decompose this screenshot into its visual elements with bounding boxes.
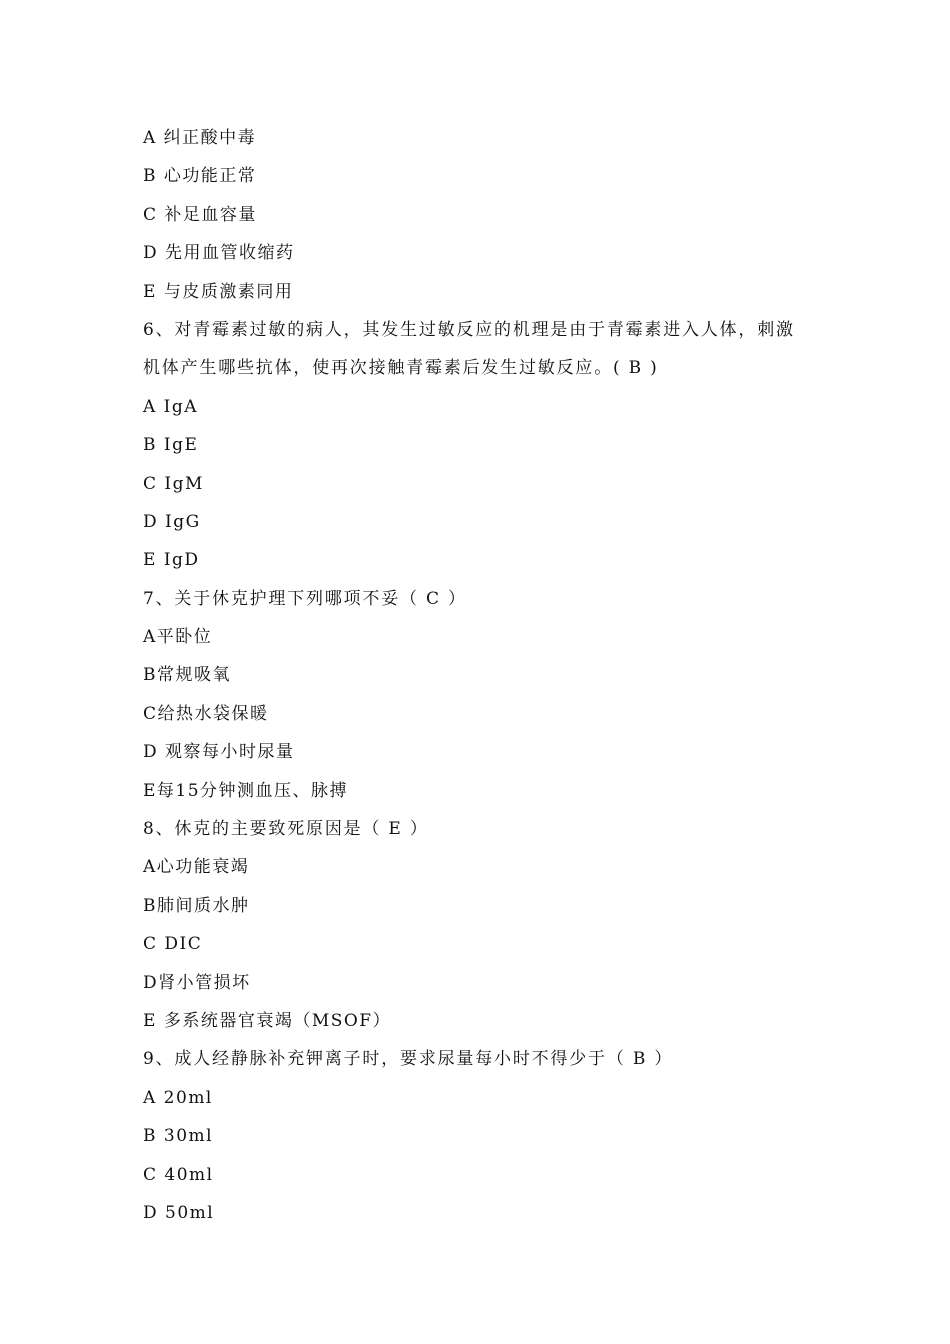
option-line: D 50ml — [143, 1202, 215, 1223]
question-6-line-2: 机体产生哪些抗体，使再次接触青霉素后发生过敏反应。( B ) — [143, 358, 659, 379]
option-line: B 30ml — [143, 1126, 214, 1147]
option-line: C 40ml — [143, 1164, 214, 1185]
option-line: A 20ml — [143, 1087, 213, 1108]
option-line: A心功能衰竭 — [143, 857, 250, 878]
option-line: A平卧位 — [143, 627, 213, 648]
option-line: C IgM — [143, 473, 204, 494]
option-line: D肾小管损坏 — [143, 972, 251, 993]
option-line: D 观察每小时尿量 — [143, 742, 295, 763]
question-6-line-1: 6、对青霉素过敏的病人，其发生过敏反应的机理是由于青霉素进入人体，刺激 — [143, 319, 795, 340]
option-line: B 心功能正常 — [143, 166, 257, 187]
question-8: 8、休克的主要致死原因是（ E ） — [143, 819, 429, 840]
option-line: D 先用血管收缩药 — [143, 243, 295, 264]
option-line: E每15分钟测血压、脉搏 — [143, 780, 349, 801]
option-line: A 纠正酸中毒 — [143, 128, 257, 148]
option-line: B肺间质水肿 — [143, 895, 250, 916]
question-9: 9、成人经静脉补充钾离子时，要求尿量每小时不得少于（ B ） — [143, 1049, 674, 1070]
option-line: E 多系统器官衰竭（MSOF） — [143, 1010, 392, 1031]
option-line: C给热水袋保暖 — [143, 703, 269, 724]
option-line: B常规吸氧 — [143, 665, 231, 686]
option-line: C DIC — [143, 934, 203, 955]
option-line: B IgE — [143, 435, 199, 456]
question-7: 7、关于休克护理下列哪项不妥（ C ） — [143, 588, 467, 609]
option-line: A IgA — [143, 396, 199, 417]
option-line: E IgD — [143, 550, 200, 571]
option-line: E 与皮质激素同用 — [143, 281, 294, 302]
option-line: C 补足血容量 — [143, 204, 257, 225]
option-line: D IgG — [143, 511, 201, 532]
question-text-block — [143, 119, 823, 1232]
